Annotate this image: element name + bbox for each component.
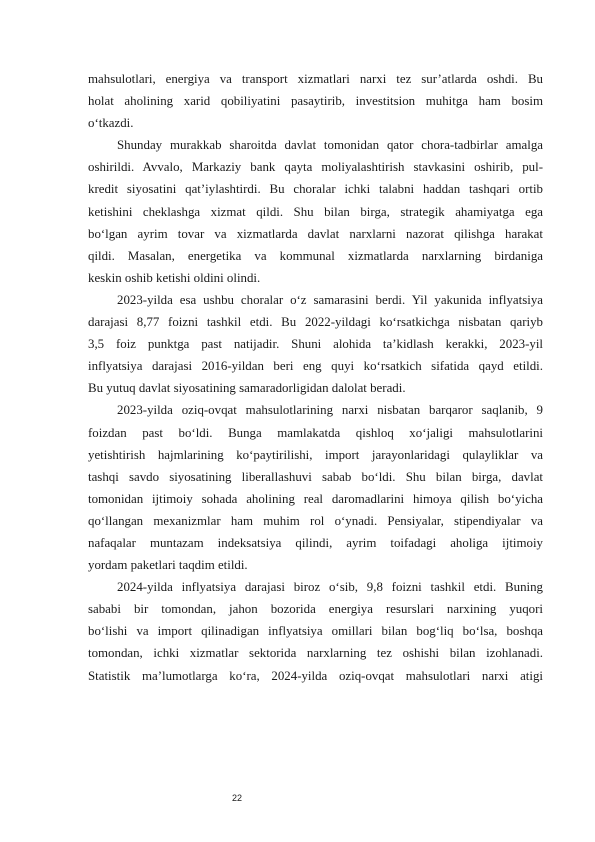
paragraph-1-line-2: holat aholining xarid qobiliyatini pasaytirib, investitsion muhitga ham bosim [88,94,543,109]
paragraph-2-line-7: keskin oshib ketishi oldini olindi. [88,270,261,285]
paragraph-4-line-7: nafaqalar muntazam indeksatsiya qilindi, ayrim toifadagi aholiga ijtimoiy [88,535,543,550]
paragraph-5-line-2: sababi bir tomondan, jahon bozorida energiya resurslari narxining yuqori [88,602,543,617]
paragraph-4-line-4: tashqi savdo siyosatining liberallashuvi sabab bo‘ldi. Shu bilan birga, davlat [88,469,543,484]
paragraph-3-line-1: 2023-yilda esa ushbu choralar o‘z samarasini berdi. Yil yakunida inflyatsiya [117,292,543,307]
paragraph-5-line-1: 2024-yilda inflyatsiya darajasi biroz o‘sib, 9,8 foizni tashkil etdi. Buning [117,580,543,595]
paragraph-3-line-2: darajasi 8,77 foizni tashkil etdi. Bu 2022-yildagi ko‘rsatkichga nisbatan qariyb [88,315,543,330]
paragraph-4-line-3: yetishtirish hajmlarining ko‘paytirilishi, import jarayonlaridagi qulayliklar va [88,447,543,462]
paragraph-4-line-6: qo‘llangan mexanizmlar ham muhim rol o‘ynadi. Pensiyalar, stipendiyalar va [88,513,543,528]
paragraph-2-line-4: ketishini cheklashga xizmat qildi. Shu bilan birga, strategik ahamiyatga ega [88,204,543,219]
paragraph-5-line-3: bo‘lishi va import qilinadigan inflyatsiya omillari bilan bog‘liq bo‘lsa, boshqa [88,624,543,639]
body-text [88,68,543,687]
paragraph-1-line-1: mahsulotlari, energiya va transport xizmatlari narxi tez sur’atlarda oshdi. Bu [88,72,543,86]
paragraph-2-line-6: qildi. Masalan, energetika va kommunal xizmatlarda narxlarning birdaniga [88,248,543,263]
paragraph-4-line-2: foizdan past bo‘ldi. Bunga mamlakatda qishloq xo‘jaligi mahsulotlarini [88,425,543,440]
paragraph-2-line-5: bo‘lgan ayrim tovar va xizmatlarda davlat narxlarni nazorat qilishga harakat [88,226,543,241]
paragraph-4-line-1: 2023-yilda oziq-ovqat mahsulotlarining narxi nisbatan barqaror saqlanib, 9 [117,403,543,418]
page-number: 22 [232,793,243,803]
paragraph-2-line-2: oshirildi. Avvalo, Markaziy bank qayta moliyalashtirish stavkasini oshirib, pul- [88,160,543,175]
paragraph-1-line-3: o‘tkazdi. [88,116,134,131]
paragraph-5-line-5: Statistik ma’lumotlarga ko‘ra, 2024-yilda oziq-ovqat mahsulotlari narxi atigi [88,668,543,683]
paragraph-3-line-3: 3,5 foiz punktga past natijadir. Shuni alohida ta’kidlash kerakki, 2023-yil [88,337,543,352]
paragraph-4-line-8: yordam paketlari taqdim etildi. [88,558,248,573]
paragraph-2-line-1: Shunday murakkab sharoitda davlat tomonidan qator chora-tadbirlar amalga [117,138,543,153]
paragraph-4-line-5: tomonidan ijtimoiy sohada aholining real daromadlarini himoya qilish bo‘yicha [88,491,543,506]
paragraph-5-line-4: tomondan, ichki xizmatlar sektorida narxlarning tez oshishi bilan izohlanadi. [88,646,543,661]
paragraph-3-line-4: inflyatsiya darajasi 2016-yildan beri eng quyi ko‘rsatkich sifatida qayd etildi. [88,359,543,374]
paragraph-3-line-5: Bu yutuq davlat siyosatining samaradorligidan dalolat beradi. [88,381,406,396]
paragraph-2-line-3: kredit siyosatini qat’iylashtirdi. Bu choralar ichki talabni haddan tashqari ortib [88,182,543,197]
